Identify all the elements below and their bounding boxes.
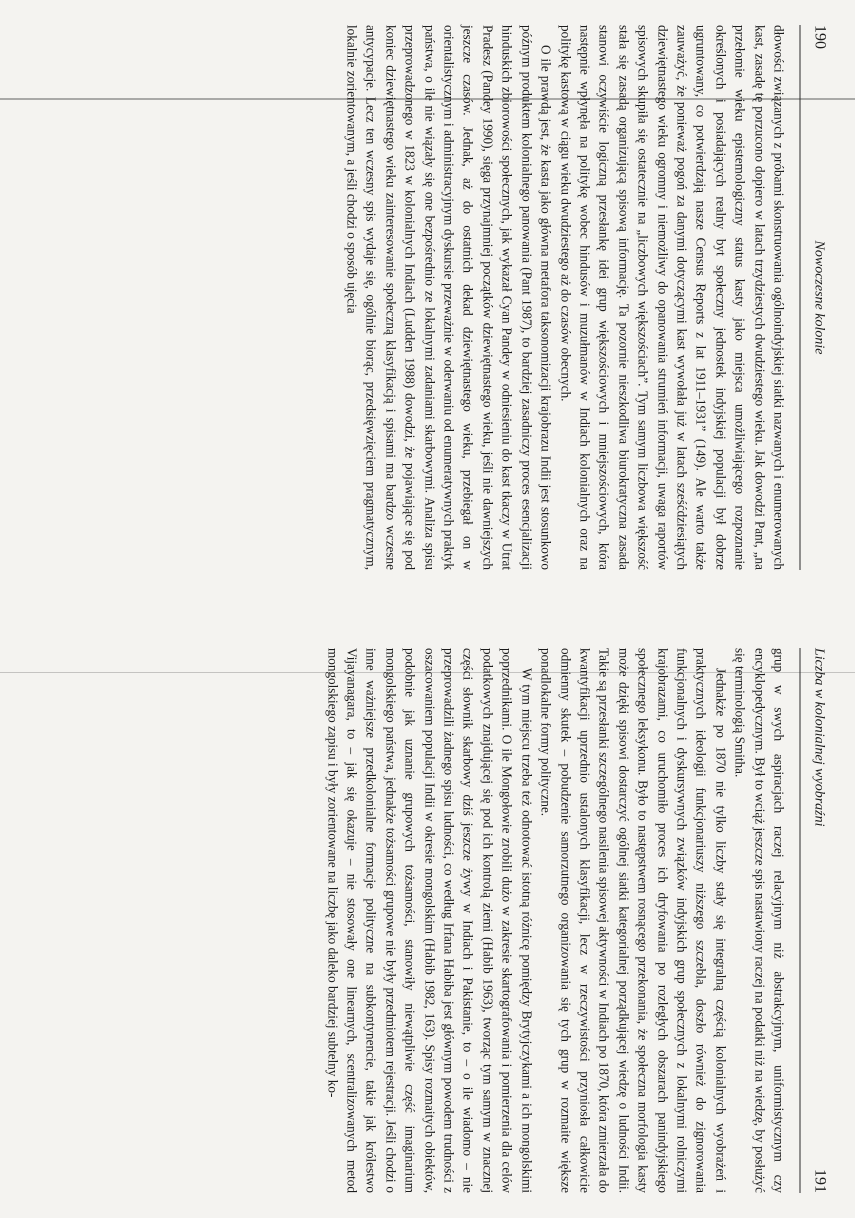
left-page: [20, 25, 835, 570]
right-page: [20, 648, 835, 1193]
left-running-title: Nowoczesne kolonie: [811, 240, 827, 355]
paragraph: grup w swych aspiracjach raczej relacyjnym niż abstrakcyjnym, uniformistycznym czy encyklopedycznym. Był to wciąż jeszcze spis nastawiony raczej na podatki niż na wiedzę, by posłużyć się terminologią Smitha.: [732, 648, 787, 1193]
paragraph: O ile prawdą jest, że kasta jako główna metafora taksonomizacji krajobrazu Indii jest stosunkowo późnym produktem kolonialnego panowania (Pant 1987), to bardziej zasadniczy proces esencjalizacji hinduskich zbiorowości społecznych, jak wykazał Cyan Pandey w odniesieniu do kast tkaczy w Utrat Pradesz (Pandey 1990), sięga przynajmniej początków dziewiętnastego wieku, jeśli nie dawniejszych jeszcze czasów. Jednak, aż do ostatnich dekad dziewiętnastego wieku, przebiegał on w orientalistycznym i administracyjnym dyskursie przeważnie w oderwaniu od enumeratywnych praktyk państwa, o ile nie wiązały się one bezpośrednio ze lokalnymi zadaniami skarbowymi. Analiza spisu przeprowadzonego w 1823 w kolonialnych Indiach (Ludden 1988) dowodzi, że pojawiające się pod koniec dziewiętnastego wieku zainteresowanie społeczną klasyfikacją i spisami ma bardzo wczesne antycypacje. Lecz ten wczesny spis wydaje się, ogólnie biorąc, przedsięwzięciem pragmatycznym, lokalnie zorientowanym, a jeśli chodzi o sposób ujęcia: [344, 25, 554, 570]
right-page-number: 191: [811, 1169, 829, 1193]
left-page-number: 190: [811, 25, 829, 49]
paragraph: W tym miejscu trzeba też odnotować istotną różnicę pomiędzy Brytyjczykami a ich mongolskimi poprzednikami. O ile Mongołowie zrobili dużo w zakresie skartografowania i pomierzenia dla celów podatkowych znajdującej się pod ich kontrolą ziemi (Habib 1963), tworząc tym samym w znacznej części słownik skarbowy dziś jeszcze żywy w Indiach i Pakistanie, to – o ile wiadomo – nie przeprowadzili żadnego spisu ludności, co według Irfana Habiba jest głównym powodem trudności z oszacowaniem populacji Indii w okresie mongolskim (Habib 1982, 163). Spisy rozmaitych obiektów, podobnie jak uznanie grupowych tożsamości, stanowiły niewątpliwie część imaginarium mongolskiego państwa, jednakże tożsamości grupowe nie były przedmiotem rejestracji. Jeśli chodzi o inne ważniejsze przedkolonialne formacje polityczne na subkontynencie, takie jak królestwo Vijayanagara, to – jak się okazuje – nie stosowały one linearnych, scentralizowanych metod mongolskiego zapisu i były zorientowane na liczbę jako daleko bardziej subtelny ko-: [325, 648, 535, 1193]
right-running-title: Liczba w kolonialnej wyobraźni: [811, 648, 827, 827]
right-running-head: [800, 648, 835, 1193]
paragraph: dłowości związanych z próbami skonstruowania ogólnoindyjskiej siatki nazwanych i enumerowanych kast, zasadę tę porzucono dopiero w latach trzydziestych dwudziestego wieku. Jak dowodzi Pant, „na przełomie wieku epistemologiczny status kasty jako miejsca umożliwiającego rozpoznanie określonych i posiadających realny byt społeczny jednostek indyjskiej populacji był dobrze ugruntowany, co potwierdzają nasze Census Reports z lat 1911–1931” (149). Ale warto także zauważyć, że ponieważ pogoń za danymi dotyczącymi kast wywołała już w latach sześćdziesiątych dziewiętnastego wieku ogromny i niemożliwy do opanowania strumień informacji, uwaga raportów spisowych skupiła się ostatecznie na „liczbowych większościach”. Tym samym liczbowa większość stała się zasadą organizującą spisową informację. Ta pozornie nieszkodliwa biurokratyczna zasada stanowi oczywiście logiczną przesłankę idei grup większościowych i mniejszościowych, która następnie wpłynęła na politykę wobec hindusów i muzułmanów w Indiach kolonialnych oraz na politykę kastową w ciągu wieku dwudziestego aż do czasów obecnych.: [558, 25, 787, 570]
left-body-text: [342, 25, 788, 570]
left-running-head: [800, 25, 835, 570]
paragraph: Jednakże po 1870 nie tylko liczby stały się integralną częścią kolonialnych wyobrażeń i praktycznych ideologii funkcjonariuszy niższego szczebla, doszło również do zignorowania funkcjonalnych i dyskursywnych związków indyjskich grup społecznych z lokalnymi rolniczymi krajobrazami, co uruchomiło proces ich dryfowania po rozległych obszarach panindyjskiego społecznego leksykonu. Było to następstwem rosnącego przekonania, że społeczna morfologia kasty może dzięki spisowi dostarczyć ogólnej siatki kategorialnej porządkującej wiedzę o ludności Indii. Takie są przesłanki szczególnego nasilenia spisowej aktywności w Indiach po 1870, która zmierzała do kwantyfikacji uprzednio ustalonych klasyfikacji, lecz w rzeczywistości przyniosła całkowicie odmienny skutek – pobudzenie samorzutnego organizowania się tych grup w rozmaite większe ponadlokalne formy polityczne.: [538, 648, 729, 1193]
right-body-text: [323, 648, 789, 1193]
